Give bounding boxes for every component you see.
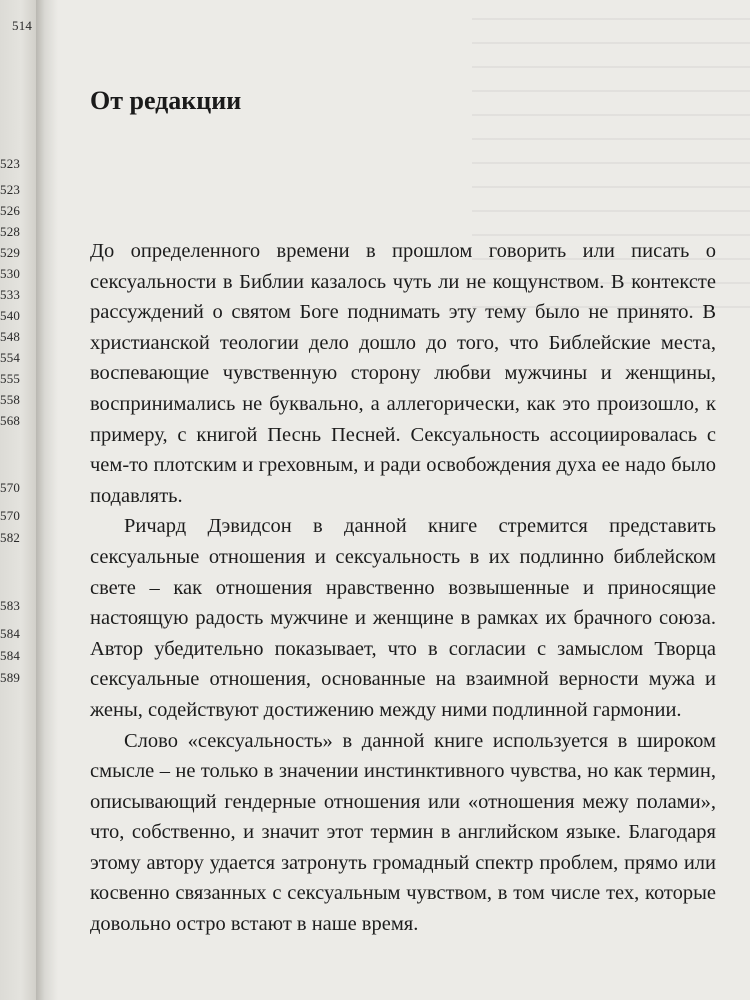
page-number: 523 [0,182,21,197]
page-number: 514 [12,18,33,33]
page-number: 555 [0,371,21,386]
page-number: 526 [0,203,21,218]
page-number: 528 [0,224,21,239]
page-number: 570 [0,480,21,495]
page-number: 570 [0,508,21,523]
paragraph: Ричард Дэвидсон в данной книге стремится представить сексуальные отношения и сексуальность в их подлинно библейском свете – как отношения нравственно возвышенные и приносящие настоящую радость мужчине и женщине в рамках их брачного союза. Автор убедительно показывает, что в согласии с замыслом Творца сексуальные отношения, основанные на взаимной верности мужа и жены, содействуют достижению между ними подлинной гармонии. [90,515,716,721]
page-number: 529 [0,245,21,260]
book-gutter [36,0,58,1000]
page-body [90,236,716,940]
page-number: 540 [0,308,21,323]
page-number: 558 [0,392,21,407]
page-number: 548 [0,329,21,344]
facing-page-edge [0,0,38,1000]
page-number: 568 [0,413,21,428]
page-number: 523 [0,156,21,171]
page-number: 554 [0,350,21,365]
page-number: 582 [0,530,21,545]
page-number: 584 [0,648,21,663]
page-title: От редакции [90,86,242,115]
page-number: 583 [0,598,21,613]
book-page [62,0,750,1000]
page-number: 589 [0,670,21,685]
paragraph: Слово «сексуальность» в данной книге используется в широком смысле – не только в значении инстинктивного чувства, но как термин, описывающий гендерные отношения или «отношения межу полами», что, собственно, и значит этот термин в английском языке. Благодаря этому автору удается затронуть громадный спектр проблем, прямо или косвенно связанных с сексуальным чувством, в том числе тех, которые довольно остро встают в наше время. [90,729,716,936]
page-number: 530 [0,266,21,281]
paragraph: До определенного времени в прошлом говорить или писать о сексуальности в Библии казалось чуть ли не кощунством. В контексте рассуждений о святом Боге поднимать эту тему было не принято. В христианской теологии дело дошло до того, что Библейские места, воспевающие чувственную сторону любви мужчины и женщины, воспринимались не буквально, а аллегорически, как это произошло, к примеру, с книгой Песнь Песней. Сексуальность ассоциировалась с чем-то плотским и греховным, и ради освобождения духа ее надо было подавлять. [90,240,716,507]
page-number: 533 [0,287,21,302]
page-number: 584 [0,626,21,641]
